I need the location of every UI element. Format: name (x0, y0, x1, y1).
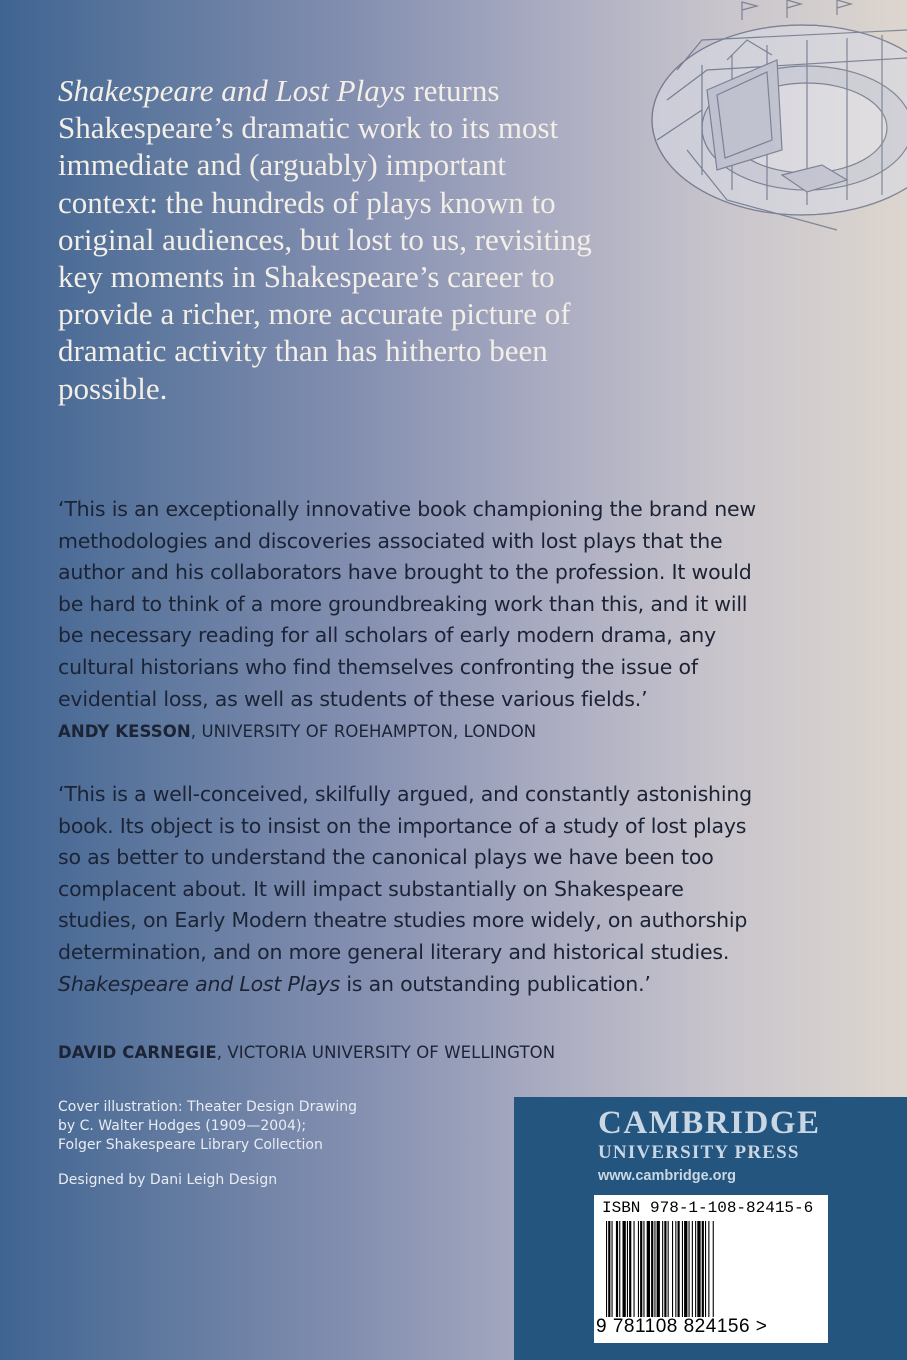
barcode-stripe (682, 1221, 683, 1317)
publisher-panel (514, 1097, 907, 1360)
review-quote-1-text: ‘This is an exceptionally innovative book championing the brand new methodologies and discoveries associated with lost plays that the author and his collaborators have brought to the profession. It would be hard to think of a more groundbreaking work than this, and it will be necessary reading for all scholars of early modern drama, any cultural historians who find themselves confronting the issue of evidential loss, as well as students of these various fields.’ (58, 497, 756, 711)
barcode-stripe (638, 1221, 639, 1317)
review-quote-2-text-a: ‘This is a well-conceived, skilfully argued, and constantly astonishing book. Its object is to insist on the importance of a study of lost plays so as better to understand the canonical plays we have been too complacent about. It will impact substantially on Shakespeare studies, on Early Modern theatre studies more widely, on authorship determination, and on more general literary and historical studies. (58, 782, 752, 964)
barcode-digits: 9 781108 824156 > (596, 1316, 768, 1337)
barcode-stripe (678, 1221, 680, 1317)
publisher-press: UNIVERSITY PRESS (598, 1142, 800, 1163)
credit-line-2: by C. Walter Hodges (1909—2004); (58, 1118, 307, 1134)
barcode-stripe (606, 1221, 607, 1317)
publisher-url[interactable]: www.cambridge.org (598, 1168, 737, 1184)
barcode-stripe (619, 1221, 620, 1317)
barcode-stripe (684, 1221, 687, 1317)
blurb-text (58, 72, 598, 407)
barcode-stripe (627, 1221, 628, 1317)
barcode-stripe (692, 1221, 693, 1317)
credit-line-1: Cover illustration: Theater Design Drawing (58, 1099, 358, 1115)
credit-line-3: Folger Shakespeare Library Collection (58, 1137, 323, 1153)
barcode-stripe (672, 1221, 673, 1317)
barcode-stripe (616, 1221, 618, 1317)
barcode-stripe (695, 1221, 696, 1317)
barcode-stripe (643, 1221, 644, 1317)
barcode-stripe (629, 1221, 631, 1317)
barcode-stripe (689, 1221, 690, 1317)
barcode-stripe (647, 1221, 650, 1317)
barcode-stripe (675, 1221, 676, 1317)
barcode-stripe (608, 1221, 610, 1317)
reviewer-affiliation-2: , VICTORIA UNIVERSITY OF WELLINGTON (216, 1043, 556, 1062)
reviewer-name-1: ANDY KESSON (58, 722, 191, 741)
isbn-label: ISBN 978-1-108-82415-6 (602, 1199, 814, 1217)
review-quote-2-book-title: Shakespeare and Lost Plays (58, 971, 340, 996)
designer-credit: Designed by Dani Leigh Design (58, 1172, 278, 1188)
review-quote-2 (58, 779, 758, 1000)
barcode-stripe (623, 1221, 626, 1317)
barcode-stripe (664, 1221, 666, 1317)
theatre-drawing-icon (607, 0, 907, 245)
barcode-stripe (705, 1221, 706, 1317)
barcode-stripe (697, 1221, 700, 1317)
barcode-stripe (702, 1221, 704, 1317)
barcode-stripe (668, 1221, 669, 1317)
reviewer-affiliation-1: , UNIVERSITY OF ROEHAMPTON, LONDON (190, 722, 537, 741)
blurb-body: returns Shakespeare’s dramatic work to its most immediate and (arguably) important context: the hundreds of plays known to original audiences, but lost to us, revisiting key moments in Shakespeare’s career to provide a richer, more accurate picture of dramatic activity than has hitherto been possible. (58, 73, 592, 406)
barcode-stripe (713, 1221, 714, 1317)
cover-credits (58, 1098, 378, 1155)
blurb-book-title: Shakespeare and Lost Plays (58, 73, 406, 108)
barcode-stripe (651, 1221, 653, 1317)
barcode-stripe (708, 1221, 709, 1317)
review-attribution-1 (58, 722, 758, 741)
barcode-stripe (612, 1221, 613, 1317)
review-quote-2-text-b: is an outstanding publication.’ (340, 971, 651, 996)
barcode-bars (606, 1221, 816, 1317)
barcode-stripe (640, 1221, 642, 1317)
reviewer-name-2: DAVID CARNEGIE (58, 1043, 217, 1062)
barcode (594, 1195, 828, 1343)
barcode-stripe (662, 1221, 663, 1317)
review-attribution-2 (58, 1043, 758, 1062)
publisher-name: CAMBRIDGE (598, 1105, 821, 1141)
barcode-stripe (657, 1221, 660, 1317)
barcode-stripe (634, 1221, 635, 1317)
barcode-stripe (654, 1221, 655, 1317)
review-quote-1 (58, 494, 758, 715)
